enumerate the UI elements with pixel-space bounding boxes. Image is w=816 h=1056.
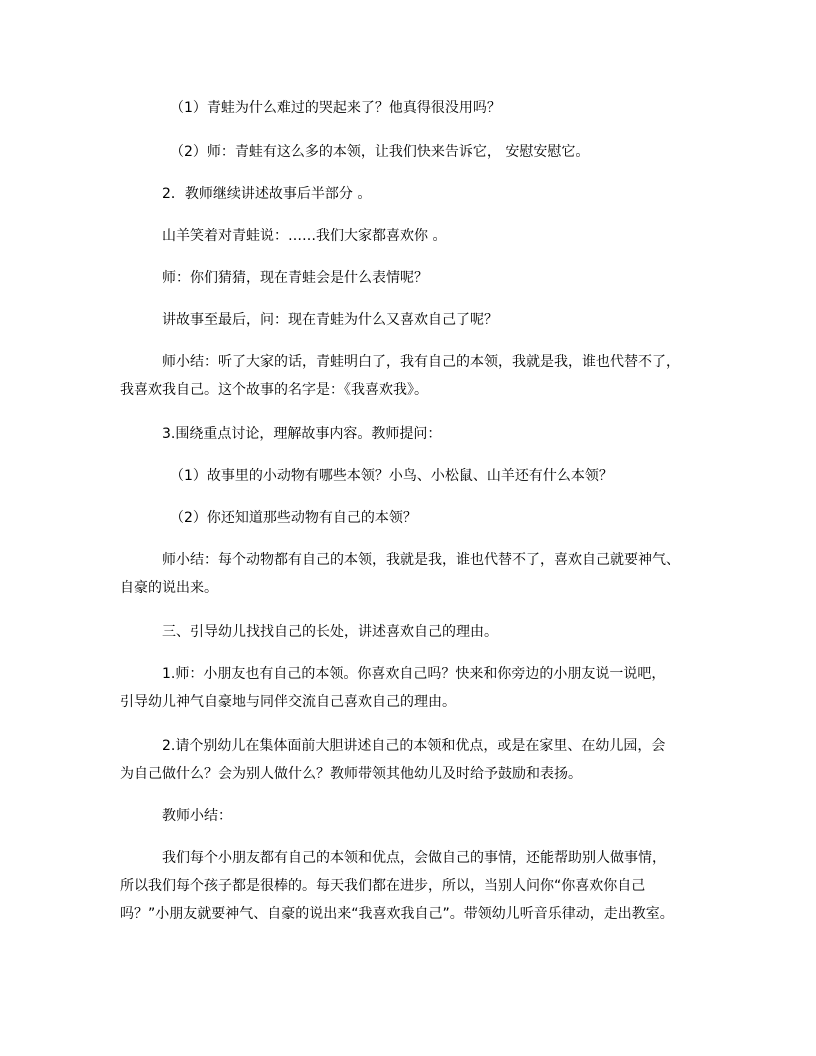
paragraph-question-animals xyxy=(120,462,750,490)
paragraph-question-2 xyxy=(120,138,750,166)
paragraph-question-other-animals xyxy=(120,504,750,532)
paragraph-step-3 xyxy=(120,420,742,448)
text-line: 3.围绕重点讨论，理解故事内容。教师提问： xyxy=(162,426,442,442)
paragraph-teacher-summary-2 xyxy=(120,546,700,602)
text-line: 引导幼儿神气自豪地与同伴交流自己喜欢自己的理由。 xyxy=(120,694,456,710)
text-line: 讲故事至最后，问：现在青蛙为什么又喜欢自己了呢？ xyxy=(162,312,498,328)
paragraph-teacher-summary-label xyxy=(120,802,742,830)
text-line: 所以我们每个孩子都是很棒的。每天我们都在进步，所以，当别人问你“你喜欢你自己 xyxy=(120,878,646,894)
text-line: 自豪的说出来。 xyxy=(120,580,218,596)
paragraph-final-summary xyxy=(120,844,700,928)
text-line: 1.师：小朋友也有自己的本领。你喜欢自己吗？快来和你旁边的小朋友说一说吧， xyxy=(162,666,666,682)
text-line: 师：你们猜猜，现在青蛙会是什么表情呢？ xyxy=(162,270,428,286)
paragraph-story-end-question xyxy=(120,306,742,334)
text-line: 为自己做什么？会为别人做什么？教师带领其他幼儿及时给予鼓励和表扬。 xyxy=(120,766,582,782)
text-line: （2）师：青蛙有这么多的本领，让我们快来告诉它， 安慰安慰它。 xyxy=(170,144,590,160)
paragraph-teacher-summary-1 xyxy=(120,348,700,404)
text-line: 山羊笑着对青蛙说：……我们大家都喜欢你 。 xyxy=(162,228,447,244)
paragraph-teacher-guess xyxy=(120,264,742,292)
text-line: （1）故事里的小动物有哪些本领？小鸟、小松鼠、山羊还有什么本领？ xyxy=(170,468,613,484)
text-line: 我们每个小朋友都有自己的本领和优点，会做自己的事情，还能帮助别人做事情， xyxy=(162,850,666,866)
text-line: 师小结：每个动物都有自己的本领，我就是我，谁也代替不了，喜欢自己就要神气、 xyxy=(162,552,680,568)
text-line: 2.请个别幼儿在集体面前大胆讲述自己的本领和优点，或是在家里、在幼儿园，会 xyxy=(162,738,666,754)
paragraph-step-3-2 xyxy=(120,732,700,788)
text-line: （2）你还知道那些动物有自己的本领？ xyxy=(170,510,417,526)
paragraph-goat-says xyxy=(120,222,742,250)
text-line: （1）青蛙为什么难过的哭起来了？他真得很没用吗？ xyxy=(170,100,501,116)
text-line: 师小结：听了大家的话，青蛙明白了，我有自己的本领，我就是我，谁也代替不了， xyxy=(162,354,680,370)
section-heading-3 xyxy=(120,618,742,646)
text-line: 吗？”小朋友就要神气、自豪的说出来“我喜欢我自己”。带领幼儿听音乐律动，走出教室。 xyxy=(120,906,674,922)
text-line: 我喜欢我自己。这个故事的名字是：《我喜欢我》。 xyxy=(120,382,428,398)
text-line: 教师小结： xyxy=(162,808,232,824)
paragraph-step-3-1 xyxy=(120,660,700,716)
text-line: 2．教师继续讲述故事后半部分 。 xyxy=(162,186,372,202)
paragraph-question-1 xyxy=(120,94,750,122)
text-line: 三、引导幼儿找找自己的长处，讲述喜欢自己的理由。 xyxy=(162,624,498,640)
paragraph-step-2 xyxy=(120,180,742,208)
